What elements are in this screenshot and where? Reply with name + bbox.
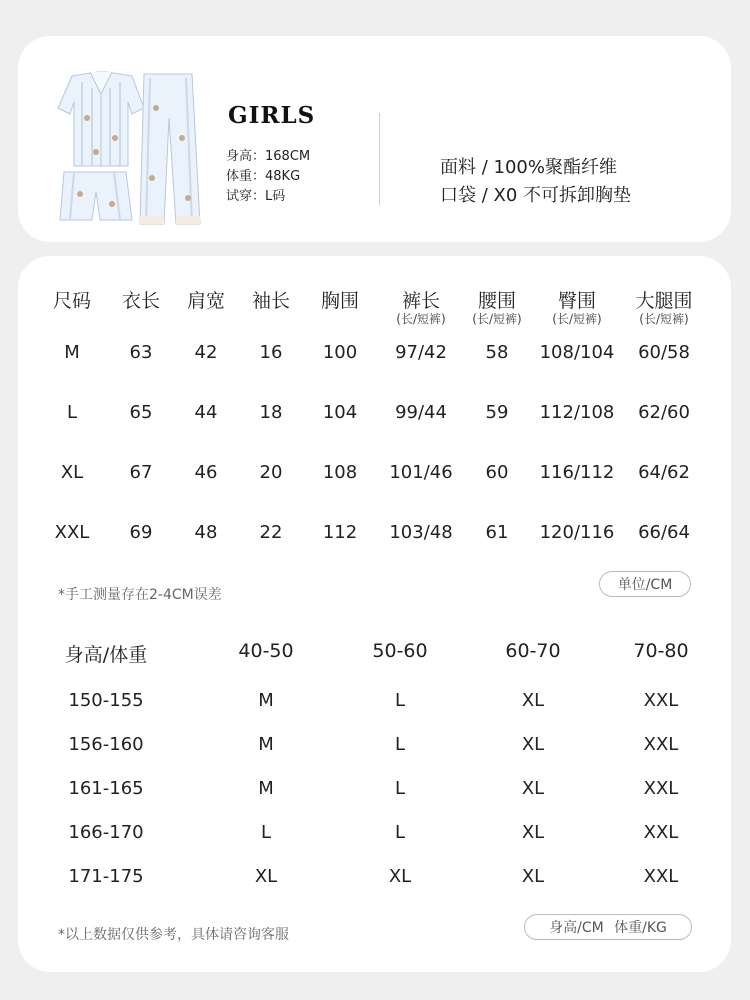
fit-cell: L [260,822,272,843]
fit-cell: XL [521,734,545,755]
brand-title: GIRLS [228,102,316,129]
fit-cell: XL [521,690,545,711]
product-info-card [18,36,731,242]
unit-badge [599,571,691,597]
fit-cell: XL [388,866,412,887]
size-header: 尺码 [52,290,92,312]
size-cell: XXL [54,522,90,543]
fit-cell: M [258,690,274,711]
fit-header: 50-60 [372,640,428,662]
size-header: 腰围 [477,290,517,312]
model-size: 试穿：L码 [226,189,286,204]
fabric-text: 面料 / 100%聚酯纤维 [440,157,617,178]
size-header: 大腿围 [635,290,693,312]
size-cell: 108/104 [539,342,615,363]
size-cell: 60 [485,462,509,483]
size-cell: 60/58 [638,342,690,363]
size-header: 裤长 [401,290,441,312]
size-header: 臀围 [557,290,597,312]
size-cell: 65 [129,402,153,423]
measurement-note: *手工测量存在2-4CM误差 [58,587,222,603]
size-cell: 61 [485,522,509,543]
size-cell: 108 [322,462,358,483]
size-cell: 16 [259,342,283,363]
fit-cell: 150-155 [68,690,144,711]
size-cell: 59 [485,402,509,423]
size-cell: 97/42 [395,342,447,363]
size-subheader: (长/短裤) [639,312,689,326]
pants-illustration [140,74,200,224]
model-weight: 体重：48KG [226,169,301,184]
size-cell: 69 [129,522,153,543]
shirt-illustration [58,72,144,166]
size-cell: 62/60 [638,402,690,423]
size-cell: 63 [129,342,153,363]
size-header: 胸围 [320,290,360,312]
size-cell: 101/46 [389,462,453,483]
pocket-text: 口袋 / X0 不可拆卸胸垫 [440,185,632,206]
fit-cell: L [394,778,406,799]
fit-header: 40-50 [238,640,294,662]
fit-cell: XXL [643,822,679,843]
fit-cell: M [258,734,274,755]
size-header: 衣长 [121,290,161,312]
fit-cell: M [258,778,274,799]
fit-cell: XXL [643,866,679,887]
fit-cell: XXL [643,734,679,755]
fit-cell: XL [521,778,545,799]
size-cell: 104 [322,402,358,423]
size-cell: 66/64 [638,522,690,543]
material-info [440,154,631,210]
size-header: 肩宽 [186,290,226,312]
fit-cell: XXL [643,778,679,799]
size-cell: 112/108 [539,402,615,423]
size-cell: 18 [259,402,283,423]
fit-cell: XXL [643,690,679,711]
unit-badge-fit [524,914,692,940]
fit-cell: 171-175 [68,866,144,887]
size-cell: 112 [322,522,358,543]
size-cell: 64/62 [638,462,690,483]
size-cell: 44 [194,402,218,423]
fit-header: 70-80 [633,640,689,662]
size-subheader: (长/短裤) [396,312,446,326]
model-height: 身高：168CM [226,149,311,164]
size-cell: 22 [259,522,283,543]
reference-note: *以上数据仅供参考，具体请咨询客服 [58,927,289,943]
fit-header: 身高/体重 [64,644,148,666]
vertical-divider [379,113,380,205]
shorts-illustration [60,172,132,220]
fit-cell: 166-170 [68,822,144,843]
fit-header: 60-70 [505,640,561,662]
size-cell: 116/112 [539,462,615,483]
size-cell: XL [60,462,84,483]
unit-text: 单位/CM [617,577,673,593]
size-cell: 46 [194,462,218,483]
size-subheader: (长/短裤) [552,312,602,326]
size-cell: 103/48 [389,522,453,543]
size-cell: 120/116 [539,522,615,543]
fit-cell: L [394,822,406,843]
fit-cell: 156-160 [68,734,144,755]
fit-cell: L [394,734,406,755]
size-cell: 100 [322,342,358,363]
size-cell: M [64,342,80,363]
size-header: 袖长 [251,290,291,312]
fit-cell: XL [521,822,545,843]
size-cell: 67 [129,462,153,483]
fit-cell: XL [521,866,545,887]
size-subheader: (长/短裤) [472,312,522,326]
size-cell: 48 [194,522,218,543]
size-cell: 42 [194,342,218,363]
model-info [226,147,310,207]
size-cell: 99/44 [395,402,447,423]
fit-cell: 161-165 [68,778,144,799]
pajama-set-image [52,68,202,228]
size-chart-card [18,256,731,972]
unit-weight-text: 体重/KG [614,920,667,936]
unit-height-text: 身高/CM [549,920,604,936]
fit-cell: L [394,690,406,711]
size-cell: 20 [259,462,283,483]
size-cell: 58 [485,342,509,363]
fit-cell: XL [254,866,278,887]
size-cell: L [66,402,78,423]
